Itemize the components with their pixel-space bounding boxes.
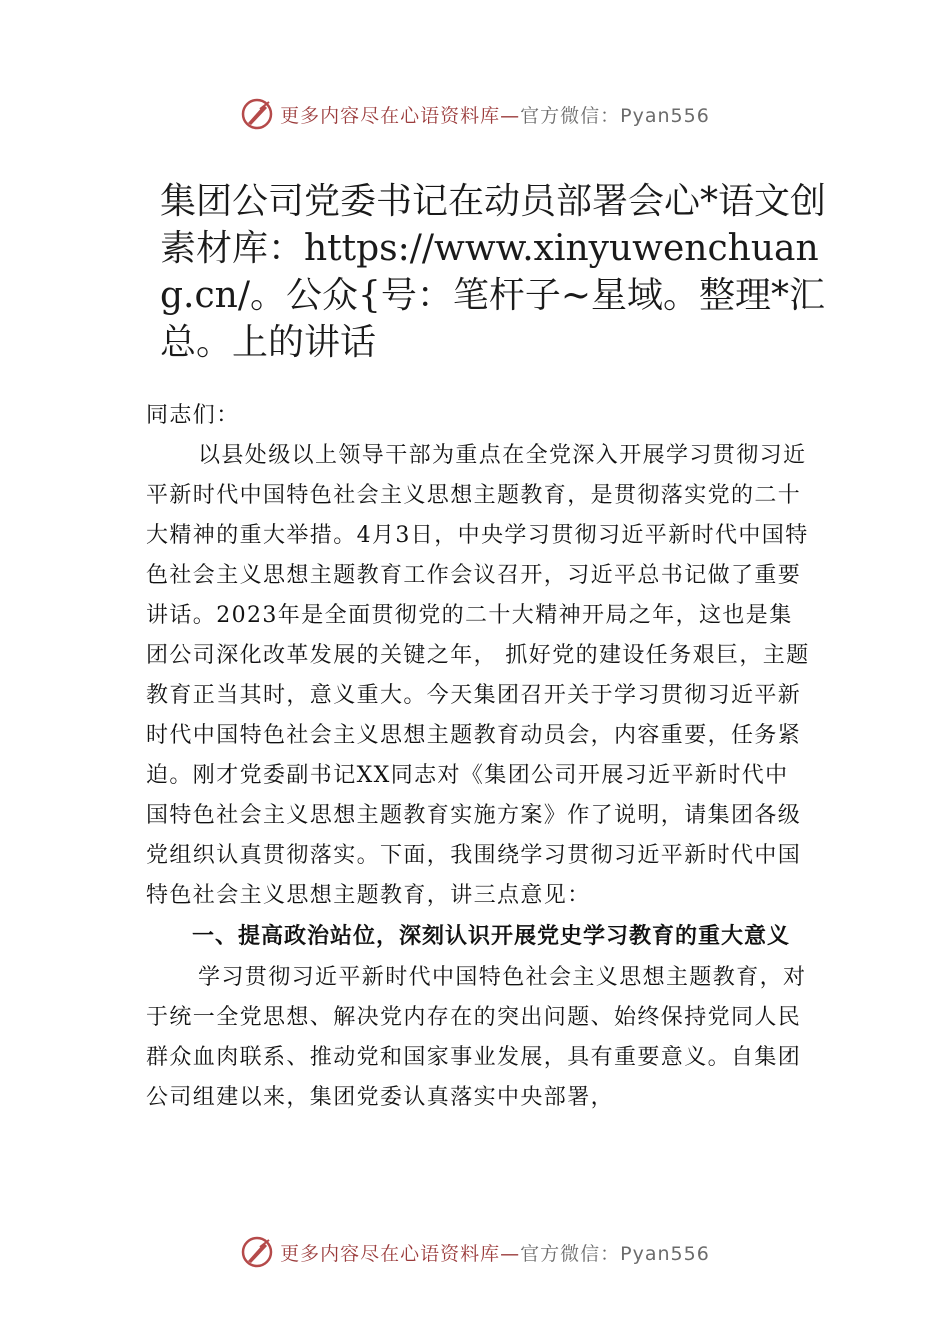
section-heading: 一、提高政治站位，深刻认识开展党史学习教育的重大意义 [192,924,791,949]
header-banner [0,92,950,136]
quill-logo-icon [240,97,274,131]
paragraph: 以县处级以上领导干部为重点在全党深入开展学习贯彻习近平新时代中国特色社会主义思想主题教育，是贯彻落实党的二十大精神的重大举措。4月3日，中央学习贯彻习近平新时代中国特色社会主义思想主题教育工作会议召开，习近平总书记做了重要讲话。2023年是全面贯彻党的二十大精神开局之年，这也是集团公司深化改革发展的关键之年， 抓好党的建设任务艰巨，主题教育正当其时，意义重大。今天集团召开关于学习贯彻习近平新时代中国特色社会主义思想主题教育动员会，内容重要，任务紧迫。刚才党委副书记XX同志对《集团公司开展习近平新时代中国特色社会主义思想主题教育实施方案》作了说明，请集团各级党组织认真贯彻落实。下面，我围绕学习贯彻习近平新时代中国特色社会主义思想主题教育，讲三点意见： [146,443,810,908]
paragraph: 学习贯彻习近平新时代中国特色社会主义思想主题教育，对于统一全党思想、解决党内存在的突出问题、始终保持党同人民群众血肉联系、推动党和国家事业发展，具有重要意义。自集团公司组建以来，集团党委认真落实中央部署， [146,965,807,1110]
salutation: 同志们： [146,403,240,428]
banner-text: 更多内容尽在心语资料库—官方微信：Pyan556 [280,104,710,127]
footer-banner [0,1230,950,1274]
wechat-id: 官方微信：Pyan556 [520,104,710,127]
wechat-id: 官方微信：Pyan556 [520,1242,710,1265]
banner-text: 更多内容尽在心语资料库—官方微信：Pyan556 [280,1242,710,1265]
document-body [146,396,810,1118]
document-title: 集团公司党委书记在动员部署会心*语文创素材库：https://www.xinyuwenchuang.cn/。公众{号：笔杆子~星域。整理*汇总。上的讲话 [160,181,827,363]
quill-logo-icon [240,1235,274,1269]
